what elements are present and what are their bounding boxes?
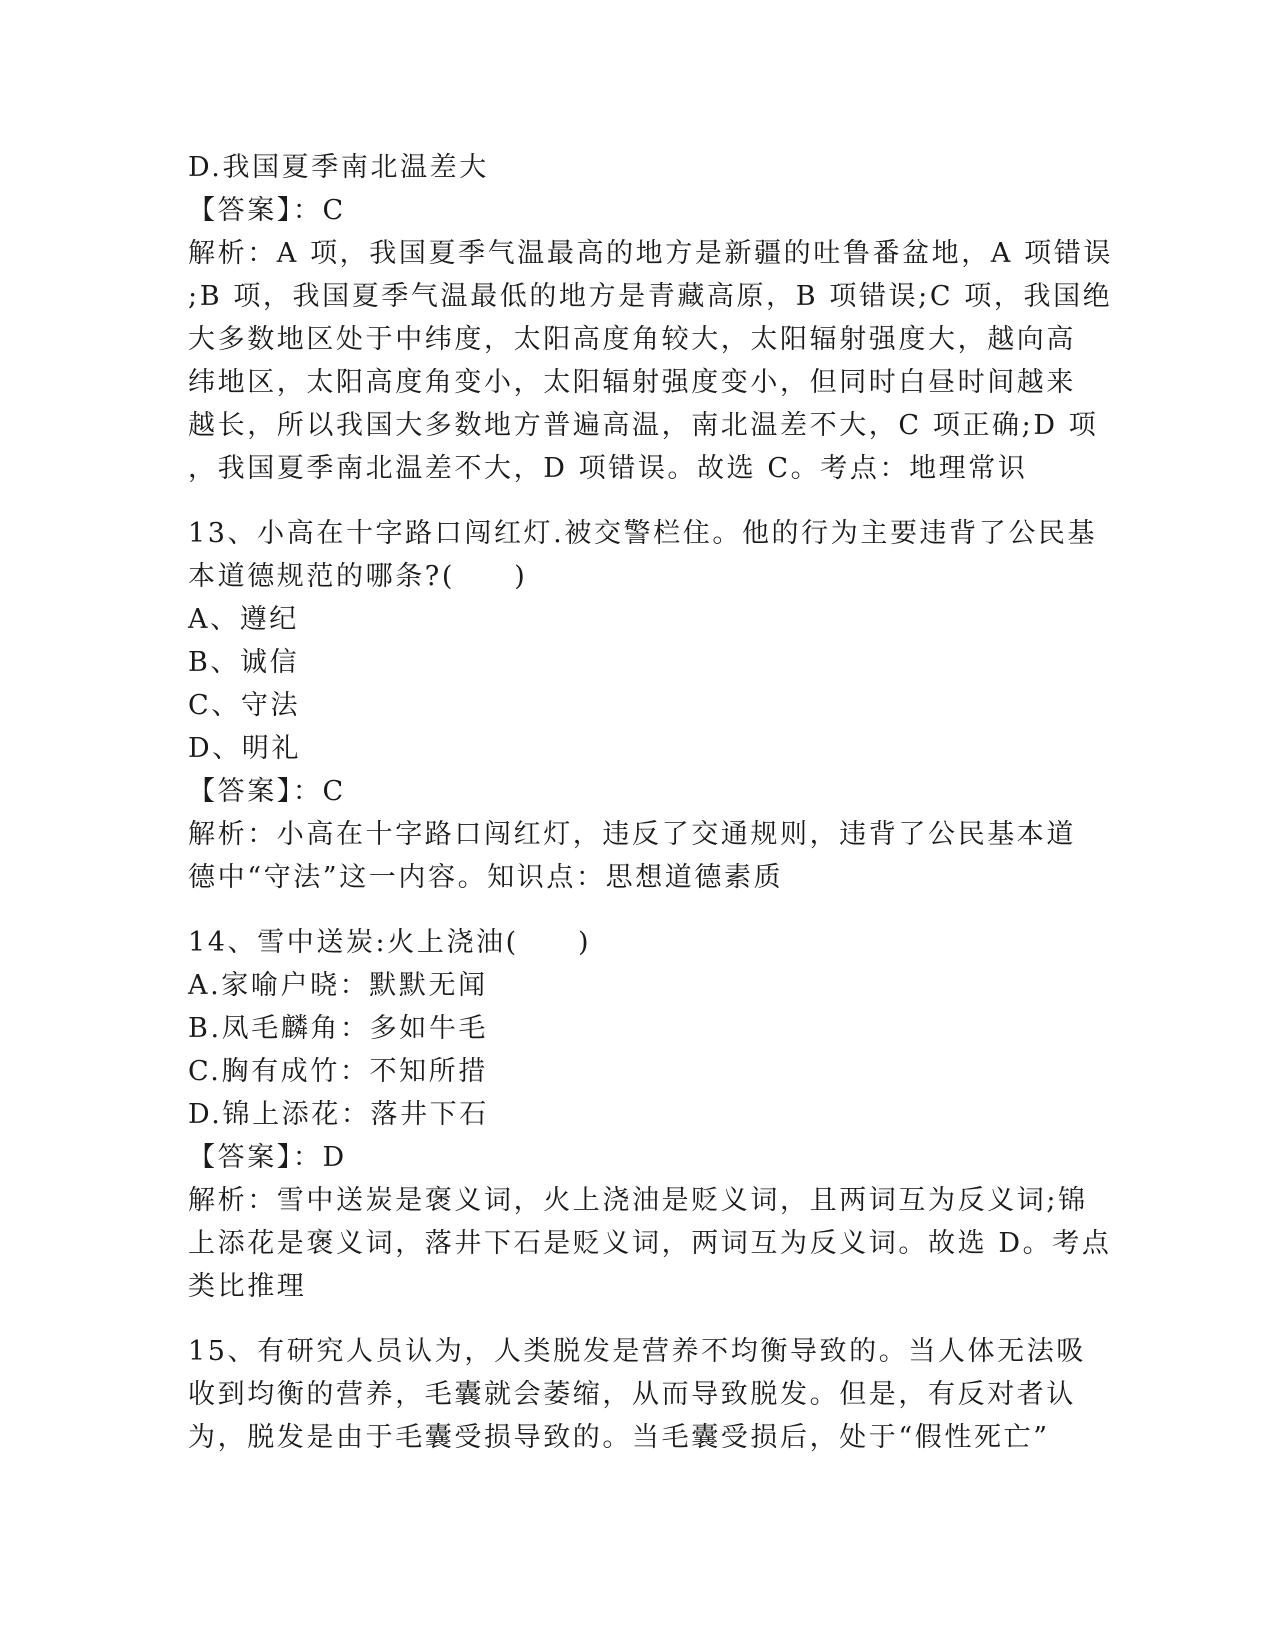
option-c: C、守法 — [188, 690, 301, 721]
analysis-line: 类比推理 — [188, 1271, 307, 1302]
option-d: D.我国夏季南北温差大 — [188, 152, 489, 183]
analysis-line: 解析：小高在十字路口闯红灯，违反了交通规则，违背了公民基本道 — [188, 819, 1076, 850]
question-stem: 14、雪中送炭:火上浇油( ) — [188, 927, 592, 958]
option-b: B.凤毛麟角：多如牛毛 — [188, 1013, 489, 1044]
document-body — [188, 146, 1113, 1459]
analysis-line: ;B 项，我国夏季气温最低的地方是青藏高原，B 项错误;C 项，我国绝 — [188, 281, 1113, 312]
option-a: A.家喻户晓：默默无闻 — [188, 970, 488, 1001]
question-13 — [188, 512, 1098, 899]
answer-line: 【答案】：D — [188, 1142, 347, 1173]
answer-line: 【答案】：C — [188, 195, 346, 226]
analysis-line: 越长，所以我国大多数地方普遍高温，南北温差不大，C 项正确;D 项 — [188, 410, 1099, 441]
option-d: D.锦上添花：落井下石 — [188, 1099, 489, 1130]
question-14 — [188, 921, 1112, 1308]
spacer — [188, 490, 1088, 512]
option-a: A、遵纪 — [188, 604, 299, 635]
question-stem: 为，脱发是由于毛囊受损导致的。当毛囊受损后，处于“假性死亡” — [188, 1422, 1050, 1453]
analysis-line: 纬地区，太阳高度角变小，太阳辐射强度变小，但同时白昼时间越来 — [188, 367, 1076, 398]
question-stem: 本道德规范的哪条?( ) — [188, 561, 528, 592]
spacer — [188, 1308, 1088, 1330]
option-d: D、明礼 — [188, 733, 302, 764]
question-12-tail — [188, 146, 1113, 490]
option-c: C.胸有成竹：不知所措 — [188, 1056, 488, 1087]
analysis-line: 上添花是褒义词，落井下石是贬义词，两词互为反义词。故选 D。考点 — [188, 1228, 1112, 1259]
spacer — [188, 899, 1088, 921]
answer-line: 【答案】：C — [188, 776, 346, 807]
analysis-line: 解析：A 项，我国夏季气温最高的地方是新疆的吐鲁番盆地，A 项错误 — [188, 238, 1113, 269]
question-stem: 收到均衡的营养，毛囊就会萎缩，从而导致脱发。但是，有反对者认 — [188, 1379, 1076, 1410]
analysis-line: 解析：雪中送炭是褒义词，火上浇油是贬义词，且两词互为反义词;锦 — [188, 1185, 1088, 1216]
option-b: B、诚信 — [188, 647, 300, 678]
question-15 — [188, 1330, 1088, 1459]
analysis-line: ，我国夏季南北温差不大，D 项错误。故选 C。考点：地理常识 — [188, 453, 1028, 484]
analysis-line: 大多数地区处于中纬度，太阳高度角较大，太阳辐射强度大，越向高 — [188, 324, 1076, 355]
question-stem: 15、有研究人员认为，人类脱发是营养不均衡导致的。当人体无法吸 — [188, 1336, 1086, 1367]
analysis-line: 德中“守法”这一内容。知识点：思想道德素质 — [188, 862, 784, 893]
question-stem: 13、小高在十字路口闯红灯.被交警栏住。他的行为主要违背了公民基 — [188, 518, 1098, 549]
